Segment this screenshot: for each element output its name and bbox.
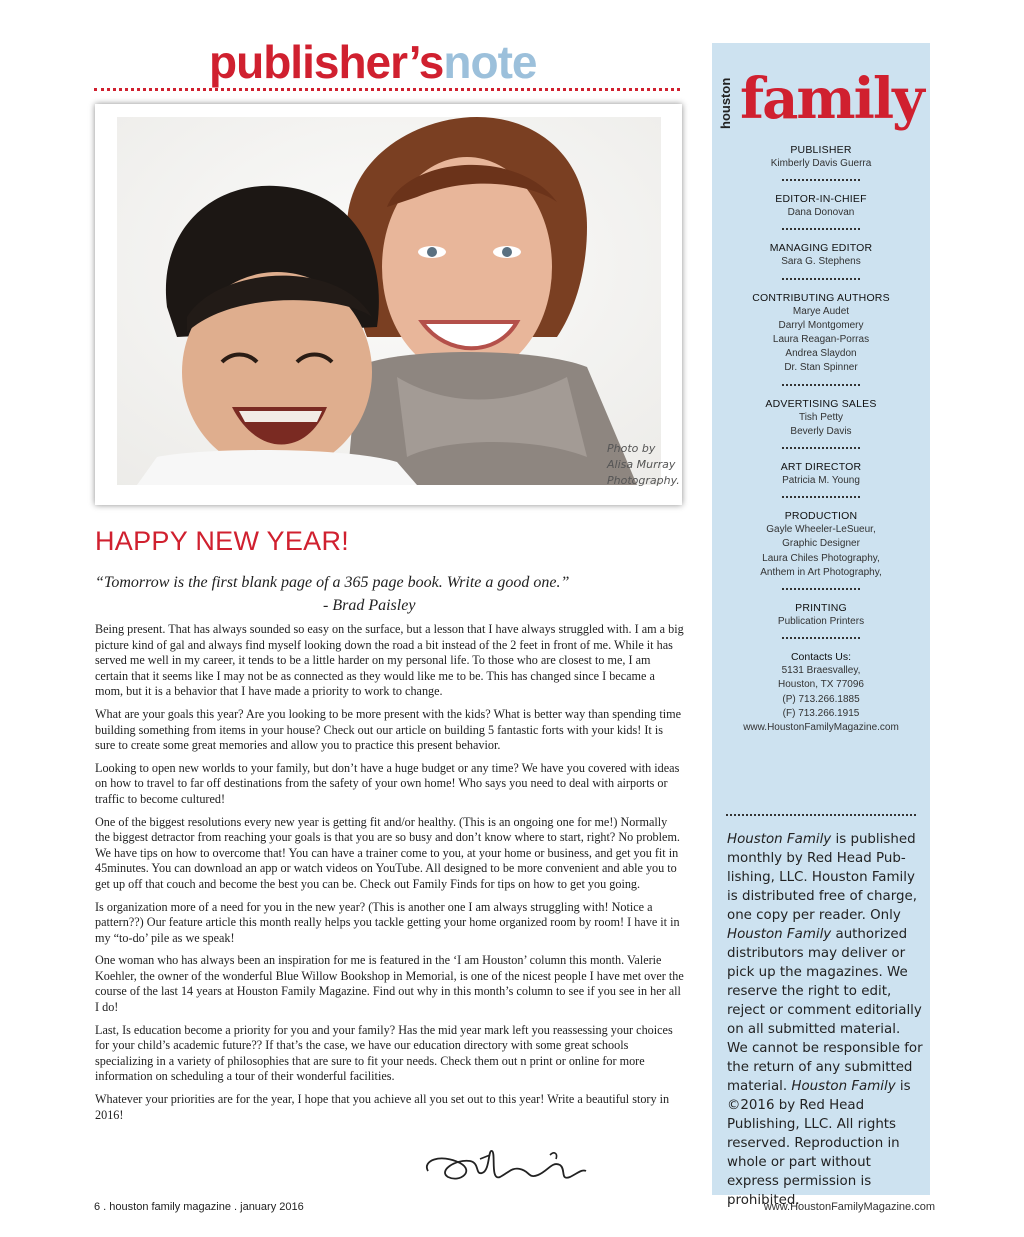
masthead-printing (712, 601, 930, 629)
article-headline: HAPPY NEW YEAR! (95, 526, 350, 556)
paragraph: Whatever your priorities are for the year, I hope that you achieve all you set out to this year! Write a beautiful story in 2016! (95, 1092, 670, 1122)
masthead-divider (782, 228, 860, 230)
masthead-list (712, 143, 930, 735)
masthead-role: CONTRIBUTING AUTHORS (752, 291, 890, 304)
publisher-photo (117, 117, 680, 487)
logo-family: family (740, 66, 923, 132)
masthead-sidebar (712, 43, 930, 1208)
masthead-name: Dr. Stan Spinner (784, 362, 858, 374)
masthead-name: Darryl Montgomery (778, 319, 864, 331)
masthead-role: ADVERTISING SALES (765, 397, 877, 410)
footer-page-info: 6 . houston family magazine . january 2016 (94, 1201, 304, 1213)
masthead-divider (782, 496, 860, 498)
contacts-fax: (F) 713.266.1915 (782, 707, 860, 719)
masthead-divider (782, 278, 860, 280)
masthead-divider (782, 447, 860, 449)
masthead-publisher (712, 143, 930, 171)
title-publishers: publisher’s (209, 36, 444, 88)
masthead-name: Gayle Wheeler-LeSueur, (766, 524, 876, 536)
masthead-name: Tish Petty (798, 411, 844, 423)
article-body (95, 622, 685, 1130)
masthead-name: Kimberly Davis Guerra (770, 158, 872, 169)
masthead-divider (782, 179, 860, 181)
masthead-name: Dana Donovan (787, 207, 855, 219)
masthead-role: PUBLISHER (790, 144, 852, 156)
masthead-name: Laura Chiles Photography, (762, 552, 880, 564)
contacts-block (712, 650, 930, 735)
legal-text: authorized distributors may deliver or pick up the magazines. We reserve the right to edit, reject or comment editorially on all submitted material. We cannot be responsible for the return of any submitted material. (727, 927, 923, 1094)
masthead-name: Patricia M. Young (782, 475, 860, 487)
masthead-name: Graphic Designer (782, 538, 860, 550)
masthead-divider (782, 384, 860, 386)
legal-notice (727, 830, 923, 1210)
masthead-role: PRINTING (795, 602, 847, 615)
title-divider (94, 88, 680, 91)
paragraph: Looking to open new worlds to your family, but don’t have a huge budget or any time? We have you covered with ideas on how to travel to far off destinations from the safety of your own home! Who says you need to deal with airports or traffic to become cultured! (95, 760, 680, 806)
magazine-name: Houston Family (791, 1079, 896, 1094)
masthead-name: Andrea Slaydon (785, 348, 857, 360)
page-title (209, 36, 537, 88)
paragraph: Being present. That has always sounded so easy on the surface, but a lesson that I have always struggled with. I am a big picture kind of gal and always find myself looking down the road a bit instead of the 2 feet in front of me. While it has served me well in my career, it tends to be a little harder on my personal life. To those who are closest to me, I am certain that it seems like I may not be as connected as they would like me to be. This has changed since I became a mom, but it is a behavior that I have made a priority to work to change. (95, 622, 684, 699)
contacts-address: 5131 Braesvalley, (781, 665, 861, 677)
magazine-name: Houston Family (727, 832, 832, 847)
masthead-editor-in-chief (712, 192, 930, 220)
masthead-name: Marye Audet (792, 305, 850, 317)
legal-text: is published monthly by Red Head Pub-lishing, LLC. Houston Family is distributed free of charge, one copy per reader. Only (727, 832, 917, 923)
paragraph: Is organization more of a need for you in the new year? (This is another one I am always struggling with! Notice a pattern??) Our feature article this month really helps you tackle getting your home organized room by room! I have it in my “to-do’ pile as we speak! (95, 899, 680, 945)
paragraph: One of the biggest resolutions every new year is getting fit and/or healthy. (This is an ongoing one for me!) Normally the biggest detractor from reaching your goals is that you are so busy and don’t know where to start, right? No problem. We have tips on how to overcome that! You can have a trainer come to you, at your home or business, and get you fit in 45minutes. You can download an app or watch videos on YouTube. All designed to be more convenient and able you to get up off that couch and become the best you can be. Check out Family Finds for tips on how to get you going. (95, 814, 680, 891)
contacts-title: Contacts Us: (790, 651, 852, 664)
contacts-website[interactable]: www.HoustonFamilyMagazine.com (743, 722, 899, 734)
logo-houston: houston (718, 77, 733, 129)
footer-website: www.HoustonFamilyMagazine.com (763, 1201, 935, 1213)
masthead-divider (782, 588, 860, 590)
masthead-production (712, 509, 930, 580)
title-note: note (443, 36, 537, 88)
masthead-role: ART DIRECTOR (780, 461, 862, 474)
masthead-divider (782, 637, 860, 639)
signature-image (420, 1141, 590, 1191)
masthead-art-director (712, 460, 930, 488)
magazine-name: Houston Family (727, 927, 832, 942)
masthead-managing-editor (712, 241, 930, 269)
masthead-name: Beverly Davis (790, 425, 852, 437)
masthead-name: Anthem in Art Photography, (760, 566, 882, 578)
quote-author: - Brad Paisley (323, 597, 416, 614)
masthead-name: Sara G. Stephens (781, 256, 861, 268)
masthead-contributing-authors (712, 291, 930, 376)
masthead-name: Publication Printers (777, 616, 865, 628)
masthead-role: PRODUCTION (784, 510, 858, 523)
photo-credit: Photo by Alisa Murray Photography. (607, 442, 680, 487)
contacts-city: Houston, TX 77096 (778, 679, 864, 691)
paragraph: One woman who has always been an inspiration for me is featured in the ‘I am Houston’ column this month. Valerie Koehler, the owner of the wonderful Blue Willow Bookshop in Memorial, is one of the nicest people I have met over the course of the last 14 years at Houston Family Magazine. Find out why in this month’s column to see if you see in her all I do! (95, 953, 684, 1015)
paragraph: What are your goals this year? Are you looking to be more present with the kids? What is better way than spending time building something from items in your house? Check out our article on building 5 fantastic forts with your kids! It is sure to create some great memories and allow you to practice this present behavior. (95, 706, 681, 753)
legal-text: is ©2016 by Red Head Publishing, LLC. All rights reserved. Reproduction in whole or part without express permission is prohibited. (727, 1079, 911, 1208)
masthead-role: MANAGING EDITOR (769, 242, 873, 255)
paragraph: Last, Is education become a priority for you and your family? Has the mid year mark left you reassessing your choices for your child’s academic future?? If that’s the case, we have our education directory with some great schools specializing in a variety of philosophies that are sure to fit your needs. Check them out n print or online for more information on scheduling a tour of their wonderful facilities. (95, 1022, 673, 1084)
contacts-phone: (P) 713.266.1885 (782, 693, 860, 705)
legal-divider (726, 814, 916, 816)
photo-frame (95, 104, 682, 505)
masthead-advertising-sales (712, 397, 930, 439)
masthead-name: Laura Reagan-Porras (772, 334, 870, 346)
masthead-role: EDITOR-IN-CHIEF (775, 193, 867, 206)
article-quote: “Tomorrow is the first blank page of a 365 page book. Write a good one.” (95, 574, 570, 591)
